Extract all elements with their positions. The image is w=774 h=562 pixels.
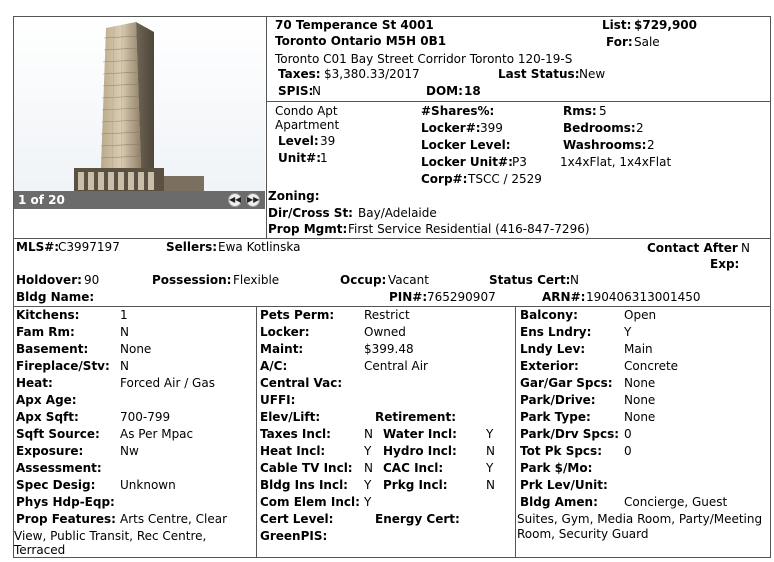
col2-value: $399.48 bbox=[364, 342, 414, 356]
washroom-detail: 1x4xFlat, 1x4xFlat bbox=[560, 155, 672, 169]
col3-value: Concierge, Guest bbox=[624, 495, 728, 509]
sellers-label: Sellers: bbox=[166, 240, 218, 254]
locker-level-label: Locker Level: bbox=[421, 138, 511, 152]
incl-label: Prkg Incl: bbox=[383, 478, 448, 492]
bldg-name-label: Bldg Name: bbox=[16, 290, 95, 304]
details-divider bbox=[13, 306, 771, 307]
col3-label: Bldg Amen: bbox=[520, 495, 598, 509]
possession-value: Flexible bbox=[233, 273, 280, 287]
col3-label: Park/Drv Spcs: bbox=[520, 427, 620, 441]
corp-label: Corp#: bbox=[421, 172, 468, 186]
possession-label: Possession: bbox=[152, 273, 232, 287]
incl-label: Hydro Incl: bbox=[383, 444, 457, 458]
col1-label: Apx Sqft: bbox=[16, 410, 79, 424]
occup-label: Occup: bbox=[340, 273, 387, 287]
last-status-label: Last Status: bbox=[498, 67, 580, 81]
col1-value: 1 bbox=[120, 308, 128, 322]
col1-label: Fireplace/Stv: bbox=[16, 359, 110, 373]
col-divider-1 bbox=[256, 306, 257, 557]
bedrooms-value: 2 bbox=[636, 121, 644, 135]
prop-features-wrap: Terraced bbox=[14, 543, 66, 557]
dircross-label: Dir/Cross St: bbox=[268, 206, 353, 220]
incl-value: Y bbox=[486, 461, 494, 475]
info-divider bbox=[13, 238, 771, 239]
pin-label: PIN#: bbox=[389, 290, 428, 304]
col2-label: UFFI: bbox=[260, 393, 296, 407]
arn-value: 190406313001450 bbox=[586, 290, 701, 304]
col2-value: Central Air bbox=[364, 359, 428, 373]
corp-value: TSCC / 2529 bbox=[468, 172, 542, 186]
sellers-value: Ewa Kotlinska bbox=[218, 240, 301, 254]
col3-label: Exterior: bbox=[520, 359, 579, 373]
spis-label: SPIS: bbox=[278, 84, 314, 98]
exp-label: Exp: bbox=[710, 257, 740, 271]
col3-label: Park $/Mo: bbox=[520, 461, 593, 475]
col1-value: N bbox=[120, 359, 129, 373]
mls-label: MLS#: bbox=[16, 240, 60, 254]
col1-value: N bbox=[120, 325, 129, 339]
incl-label: CAC Incl: bbox=[383, 461, 444, 475]
col2-label: Elev/Lift: bbox=[260, 410, 321, 424]
col1-value: As Per Mpac bbox=[120, 427, 194, 441]
list-price: $729,900 bbox=[634, 18, 698, 32]
energy-cert-label: Energy Cert: bbox=[375, 512, 460, 526]
col3-label: Lndy Lev: bbox=[520, 342, 586, 356]
col1-value: Unknown bbox=[120, 478, 176, 492]
col3-label: Prk Lev/Unit: bbox=[520, 478, 608, 492]
incl-label: Cable TV Incl: bbox=[260, 461, 353, 475]
locker-unit-value: P3 bbox=[512, 155, 527, 169]
com-elem-value: Y bbox=[364, 495, 372, 509]
top-border bbox=[13, 16, 771, 17]
level-value: 39 bbox=[320, 134, 336, 148]
col2-value: Restrict bbox=[364, 308, 410, 322]
occup-value: Vacant bbox=[388, 273, 429, 287]
incl-label: Taxes Incl: bbox=[260, 427, 331, 441]
col2-label: Central Vac: bbox=[260, 376, 343, 390]
col3-value: None bbox=[624, 393, 656, 407]
prop-features-wrap: View, Public Transit, Rec Centre, bbox=[14, 529, 207, 543]
unit-label: Unit#: bbox=[278, 151, 321, 165]
right-border bbox=[770, 16, 771, 557]
incl-label: Bldg Ins Incl: bbox=[260, 478, 348, 492]
col2-label: Locker: bbox=[260, 325, 310, 339]
last-status-value: New bbox=[579, 67, 606, 81]
col1-label: Spec Desig: bbox=[16, 478, 96, 492]
incl-value: N bbox=[364, 461, 373, 475]
col3-value: Open bbox=[624, 308, 657, 322]
pin-value: 765290907 bbox=[427, 290, 496, 304]
col3-value: None bbox=[624, 376, 656, 390]
address-line-1: 70 Temperance St 4001 bbox=[275, 18, 434, 32]
contact-after-label: Contact After bbox=[647, 241, 738, 255]
col3-label: Gar/Gar Spcs: bbox=[520, 376, 613, 390]
incl-label: Water Incl: bbox=[383, 427, 457, 441]
incl-value: Y bbox=[364, 444, 372, 458]
col1-label: Prop Features: bbox=[16, 512, 116, 526]
incl-value: Y bbox=[364, 478, 372, 492]
col1-value: 700-799 bbox=[120, 410, 171, 424]
status-cert-value: N bbox=[570, 273, 579, 287]
col1-value: Nw bbox=[120, 444, 139, 458]
incl-label: Heat Incl: bbox=[260, 444, 326, 458]
col1-value: Forced Air / Gas bbox=[120, 376, 215, 390]
col2-label: Pets Perm: bbox=[260, 308, 335, 322]
location: Toronto C01 Bay Street Corridor Toronto 120-19-S bbox=[275, 52, 573, 66]
photo-counter: 1 of 20 bbox=[18, 193, 65, 207]
header-divider bbox=[266, 101, 771, 102]
col3-value: Y bbox=[624, 325, 632, 339]
zoning-label: Zoning: bbox=[268, 189, 320, 203]
col2-label: Maint: bbox=[260, 342, 304, 356]
col1-value: Arts Centre, Clear bbox=[120, 512, 228, 526]
spis-value: N bbox=[312, 84, 321, 98]
incl-value: N bbox=[364, 427, 373, 441]
col2-value: Owned bbox=[364, 325, 406, 339]
rewind-icon[interactable]: ◀◀ bbox=[228, 193, 242, 207]
property-photo[interactable] bbox=[14, 18, 265, 209]
col3-label: Park/Drive: bbox=[520, 393, 596, 407]
bedrooms-label: Bedrooms: bbox=[563, 121, 636, 135]
property-type-2: Apartment bbox=[275, 118, 340, 132]
list-label: List: bbox=[602, 18, 632, 32]
washrooms-value: 2 bbox=[647, 138, 655, 152]
col3-value: None bbox=[624, 410, 656, 424]
col3-label: Park Type: bbox=[520, 410, 591, 424]
dom-value: 18 bbox=[464, 84, 481, 98]
bldg-amen-wrap: Room, Security Guard bbox=[517, 527, 649, 541]
col1-label: Assessment: bbox=[16, 461, 102, 475]
col3-label: Balcony: bbox=[520, 308, 578, 322]
col1-label: Basement: bbox=[16, 342, 89, 356]
cert-level-label: Cert Level: bbox=[260, 512, 334, 526]
building-image bbox=[14, 18, 265, 209]
col2-label: A/C: bbox=[260, 359, 288, 373]
col1-label: Apx Age: bbox=[16, 393, 77, 407]
greenpis-label: GreenPIS: bbox=[260, 529, 328, 543]
status-cert-label: Status Cert: bbox=[489, 273, 571, 287]
col-divider-2 bbox=[515, 306, 516, 557]
unit-value: 1 bbox=[320, 151, 328, 165]
propmgmt-value: First Service Residential (416-847-7296) bbox=[348, 222, 590, 236]
for-value: Sale bbox=[634, 35, 660, 49]
col1-label: Fam Rm: bbox=[16, 325, 75, 339]
photo-divider bbox=[266, 16, 267, 238]
rms-label: Rms: bbox=[563, 104, 597, 118]
locker-no-value: 399 bbox=[480, 121, 503, 135]
incl-value: N bbox=[486, 478, 495, 492]
col3-value: 0 bbox=[624, 444, 632, 458]
mls-value: C3997197 bbox=[58, 240, 120, 254]
contact-after-value: N bbox=[741, 241, 750, 255]
col3-label: Tot Pk Spcs: bbox=[520, 444, 602, 458]
taxes-label: Taxes: bbox=[278, 67, 321, 81]
bldg-amen-wrap: Suites, Gym, Media Room, Party/Meeting bbox=[517, 512, 763, 526]
dircross-value: Bay/Adelaide bbox=[358, 206, 437, 220]
washrooms-label: Washrooms: bbox=[563, 138, 647, 152]
property-type-1: Condo Apt bbox=[275, 104, 338, 118]
col3-value: 0 bbox=[624, 427, 632, 441]
col3-value: Main bbox=[624, 342, 653, 356]
level-label: Level: bbox=[278, 134, 319, 148]
taxes-value: $3,380.33/2017 bbox=[324, 67, 420, 81]
for-label: For: bbox=[606, 35, 633, 49]
retirement-label: Retirement: bbox=[375, 410, 457, 424]
locker-no-label: Locker#: bbox=[421, 121, 481, 135]
col1-label: Phys Hdp-Eqp: bbox=[16, 495, 115, 509]
col1-value: None bbox=[120, 342, 152, 356]
rms-value: 5 bbox=[599, 104, 607, 118]
holdover-label: Holdover: bbox=[16, 273, 82, 287]
col3-label: Ens Lndry: bbox=[520, 325, 592, 339]
bottom-border bbox=[13, 557, 771, 558]
col1-label: Sqft Source: bbox=[16, 427, 100, 441]
col3-value: Concrete bbox=[624, 359, 679, 373]
shares-label: #Shares%: bbox=[421, 104, 495, 118]
address-line-2: Toronto Ontario M5H 0B1 bbox=[275, 34, 447, 48]
incl-value: N bbox=[486, 444, 495, 458]
incl-value: Y bbox=[486, 427, 494, 441]
propmgmt-label: Prop Mgmt: bbox=[268, 222, 348, 236]
col1-label: Heat: bbox=[16, 376, 53, 390]
locker-unit-label: Locker Unit#: bbox=[421, 155, 513, 169]
col1-label: Kitchens: bbox=[16, 308, 80, 322]
com-elem-label: Com Elem Incl: bbox=[260, 495, 360, 509]
arn-label: ARN#: bbox=[542, 290, 586, 304]
dom-label: DOM: bbox=[426, 84, 463, 98]
col1-label: Exposure: bbox=[16, 444, 84, 458]
holdover-value: 90 bbox=[84, 273, 100, 287]
forward-icon[interactable]: ▶▶ bbox=[246, 193, 260, 207]
